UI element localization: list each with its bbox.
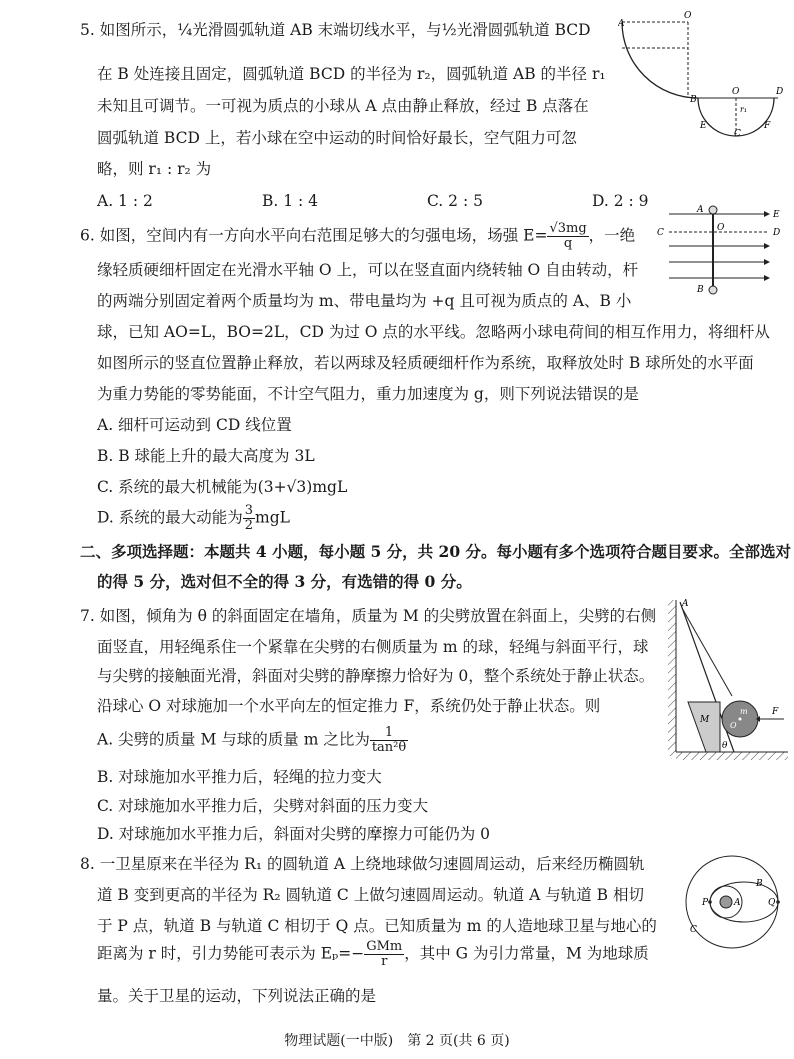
q7-line3: 与尖劈的接触面光滑，斜面对尖劈的静摩擦力恰好为 0，整个系统处于静止状态。 bbox=[97, 667, 655, 685]
q6-line1-end: ，一绝 bbox=[588, 226, 636, 245]
section-2-heading: 二、多项选择题：本题共 4 小题，每小题 5 分，共 20 分。每小题有多个选项符合题目要求。全部选对 bbox=[80, 542, 792, 561]
q5-line5: 略，则 r₁ : r₂ 为 bbox=[97, 160, 212, 178]
q6-label-a: A bbox=[697, 205, 704, 215]
q5-label-r1: r₁ bbox=[740, 105, 748, 114]
q7-line1: 7. 如图，倾角为 θ 的斜面固定在墙角，质量为 M 的尖劈放置在斜面上，尖劈的右侧 bbox=[80, 607, 657, 625]
q6-optd-den: 2 bbox=[244, 518, 254, 533]
q7-option-a bbox=[97, 726, 408, 755]
q7-label-f: F bbox=[772, 707, 779, 717]
q5-line4: 圆弧轨道 BCD 上，若小球在空中运动的时间恰好最长，空气阻力可忽 bbox=[97, 129, 577, 147]
q8-potential-fraction bbox=[364, 940, 404, 969]
q7-option-d: D. 对球施加水平推力后，斜面对尖劈的摩擦力可能仍为 0 bbox=[97, 825, 491, 843]
q5-label-o2: O bbox=[732, 87, 740, 97]
q5-label-d: D bbox=[776, 87, 784, 97]
q7-label-a: A bbox=[682, 599, 689, 609]
q6-option-c: C. 系统的最大机械能为(3+√3)mgL bbox=[97, 478, 348, 496]
q6-frac-den: q bbox=[563, 236, 573, 251]
q8-label-p: P bbox=[702, 898, 709, 908]
q5-option-c: C. 2 : 5 bbox=[427, 192, 483, 210]
q6-line1-text: 6. 如图，空间内有一方向水平向右范围足够大的匀强电场，场强 E= bbox=[80, 226, 548, 245]
q6-option-d-fraction bbox=[243, 504, 255, 533]
q8-line4-end: ，其中 G 为引力常量，M 为地球质 bbox=[404, 944, 649, 963]
q6-line2: 缘轻质硬细杆固定在光滑水平轴 O 上，可以在竖直面内绕转轴 O 自由转动，杆 bbox=[97, 261, 639, 279]
q7-option-b: B. 对球施加水平推力后，轻绳的拉力变大 bbox=[97, 768, 382, 786]
q6-optd-num: 3 bbox=[244, 503, 254, 518]
q6-option-d-text: D. 系统的最大动能为 bbox=[97, 508, 243, 527]
q7-label-m-small: m bbox=[740, 707, 748, 716]
section-2-heading-line2: 的得 5 分，选对但不全的得 3 分，有选错的得 0 分。 bbox=[97, 572, 472, 591]
q7-line2: 面竖直，用轻绳系住一个紧靠在尖劈的右侧质量为 m 的球，轻绳与斜面平行，球 bbox=[97, 638, 649, 656]
q7-option-a-text: A. 尖劈的质量 M 与球的质量 m 之比为 bbox=[97, 730, 370, 749]
q6-line4: 球，已知 AO=L，BO=2L，CD 为过 O 点的水平线。忽略两小球电荷间的相互作用力，将细杆从 bbox=[97, 323, 770, 341]
q8-frac-num: GMm bbox=[366, 939, 403, 954]
q6-line1 bbox=[80, 222, 635, 251]
q8-label-b: B bbox=[756, 879, 763, 889]
q7-opta-den: tan²θ bbox=[371, 740, 407, 755]
q5-label-o: O bbox=[684, 11, 692, 21]
q7-line4: 沿球心 O 对球施加一个水平向左的恒定推力 F，系统仍处于静止状态。则 bbox=[97, 697, 601, 715]
q5-label-c: C bbox=[734, 129, 741, 138]
q8-line5: 量。关于卫星的运动，下列说法正确的是 bbox=[97, 987, 377, 1005]
q7-option-c: C. 对球施加水平推力后，尖劈对斜面的压力变大 bbox=[97, 797, 429, 815]
q8-figure bbox=[674, 852, 790, 952]
q7-label-o: O bbox=[730, 721, 737, 730]
q8-line4-text: 距离为 r 时，引力势能可表示为 Eₚ=− bbox=[97, 944, 365, 963]
q5-figure bbox=[618, 8, 794, 138]
q7-label-m-big: M bbox=[700, 715, 710, 725]
q7-opta-num: 1 bbox=[370, 726, 408, 741]
q6-option-d-end: mgL bbox=[255, 508, 290, 527]
q8-label-c: C bbox=[690, 925, 697, 935]
q8-line3: 于 P 点，轨道 B 与轨道 C 相切于 Q 点。已知质量为 m 的人造地球卫星与地心的 bbox=[97, 917, 657, 935]
q6-option-a: A. 细杆可运动到 CD 线位置 bbox=[97, 416, 292, 434]
q6-label-c: C bbox=[657, 228, 664, 238]
q5-option-d: D. 2 : 9 bbox=[592, 192, 649, 210]
q6-figure bbox=[655, 200, 785, 300]
q7-option-a-fraction bbox=[370, 726, 408, 755]
q5-label-f: F bbox=[764, 121, 771, 131]
q5-line2: 在 B 处连接且固定，圆弧轨道 BCD 的半径为 r₂，圆弧轨道 AB 的半径 r₁ bbox=[97, 65, 606, 83]
q5-label-e: E bbox=[700, 121, 707, 131]
q6-frac-num: √3mg bbox=[549, 221, 587, 236]
q6-line6: 为重力势能的零势能面，不计空气阻力，重力加速度为 g，则下列说法错误的是 bbox=[97, 385, 639, 403]
q5-option-a: A. 1 : 2 bbox=[97, 192, 153, 210]
q5-line3: 未知且可调节。一可视为质点的小球从 A 点由静止释放，经过 B 点落在 bbox=[97, 97, 589, 115]
q8-label-q: Q bbox=[768, 898, 776, 908]
q6-label-e: E bbox=[773, 210, 780, 220]
q8-line1: 8. 一卫星原来在半径为 R₁ 的圆轨道 A 上绕地球做匀速圆周运动，后来经历椭圆轨 bbox=[80, 855, 645, 873]
q8-line4 bbox=[97, 940, 649, 969]
q6-field-fraction bbox=[547, 222, 588, 251]
q8-label-a: A bbox=[734, 898, 741, 908]
q7-figure bbox=[660, 596, 790, 766]
page-footer: 物理试题(一中版) 第 2 页(共 6 页) bbox=[284, 1033, 510, 1049]
q5-label-a: A bbox=[618, 19, 625, 29]
q6-label-o: O bbox=[717, 223, 725, 233]
q6-label-b: B bbox=[697, 285, 704, 295]
q8-frac-den: r bbox=[381, 954, 388, 969]
q6-label-d: D bbox=[773, 228, 781, 238]
q6-option-d bbox=[97, 504, 290, 533]
q5-line1: 5. 如图所示，¼光滑圆弧轨道 AB 末端切线水平，与½光滑圆弧轨道 BCD bbox=[80, 21, 591, 39]
q5-option-b: B. 1 : 4 bbox=[262, 192, 319, 210]
q8-line2: 道 B 变到更高的半径为 R₂ 圆轨道 C 上做匀速圆周运动。轨道 A 与轨道 B 相切 bbox=[97, 886, 644, 904]
q6-line5: 如图所示的竖直位置静止释放，若以两球及轻质硬细杆作为系统，取释放处时 B 球所处的水平面 bbox=[97, 354, 754, 372]
q6-line3: 的两端分别固定着两个质量均为 m、带电量均为 +q 且可视为质点的 A、B 小 bbox=[97, 292, 632, 310]
q6-option-b: B. B 球能上升的最大高度为 3L bbox=[97, 447, 315, 465]
q7-label-theta: θ bbox=[722, 741, 728, 751]
q5-label-b: B bbox=[690, 95, 697, 105]
